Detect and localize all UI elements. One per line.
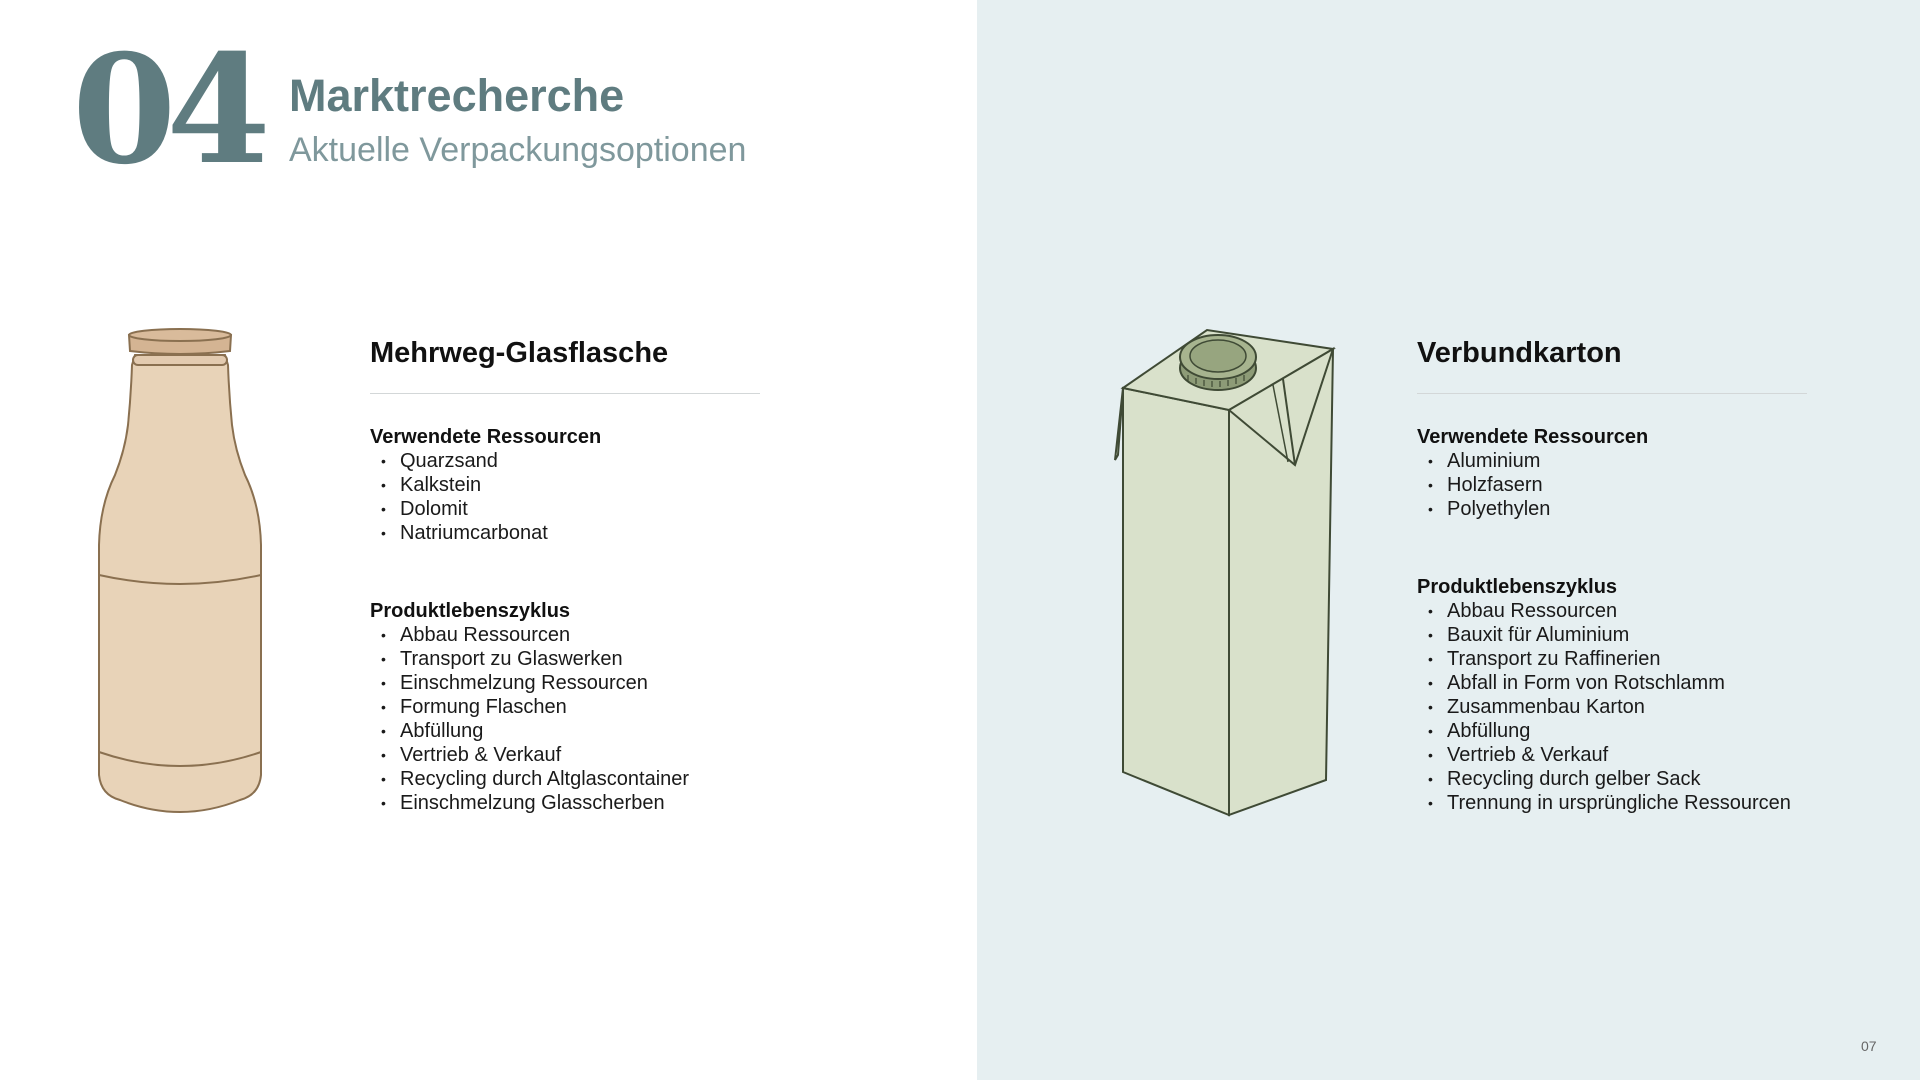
card-title-glass-bottle: Mehrweg-Glasflasche — [370, 337, 669, 369]
list-item: • Zusammenbau Karton — [1417, 695, 1791, 719]
page-subtitle: Aktuelle Verpackungsoptionen — [289, 131, 747, 169]
glass-bottle-icon — [95, 325, 265, 815]
card-divider — [370, 393, 760, 394]
list-item: • Kalkstein — [370, 473, 601, 497]
card-divider — [1417, 393, 1807, 394]
list-item: • Vertrieb & Verkauf — [1417, 743, 1791, 767]
list-item: • Einschmelzung Ressourcen — [370, 671, 689, 695]
list-item: • Trennung in ursprüngliche Ressourcen — [1417, 791, 1791, 815]
list-item: • Quarzsand — [370, 449, 601, 473]
lifecycle-list — [1417, 599, 1791, 815]
card-title-carton: Verbundkarton — [1417, 337, 1622, 369]
resources-block — [1417, 425, 1648, 521]
page-number: 07 — [1861, 1038, 1877, 1054]
list-item: • Bauxit für Aluminium — [1417, 623, 1791, 647]
list-item: • Aluminium — [1417, 449, 1648, 473]
list-item: • Transport zu Raffinerien — [1417, 647, 1791, 671]
list-item: • Polyethylen — [1417, 497, 1648, 521]
list-item: • Recycling durch gelber Sack — [1417, 767, 1791, 791]
list-item: • Holzfasern — [1417, 473, 1648, 497]
lifecycle-list — [370, 623, 689, 815]
list-item: • Abbau Ressourcen — [1417, 599, 1791, 623]
lifecycle-block — [1417, 575, 1791, 815]
beverage-carton-icon — [1110, 325, 1340, 825]
list-item: • Vertrieb & Verkauf — [370, 743, 689, 767]
resources-heading: Verwendete Ressourcen — [1417, 426, 1649, 448]
resources-block — [370, 425, 601, 545]
resources-list — [1417, 449, 1648, 521]
list-item: • Abfüllung — [1417, 719, 1791, 743]
lifecycle-heading: Produktlebenszyklus — [1417, 576, 1618, 598]
list-item: • Abfall in Form von Rotschlamm — [1417, 671, 1791, 695]
list-item: • Abbau Ressourcen — [370, 623, 689, 647]
resources-heading: Verwendete Ressourcen — [370, 426, 602, 448]
list-item: • Abfüllung — [370, 719, 689, 743]
list-item: • Formung Flaschen — [370, 695, 689, 719]
page-title: Marktrecherche — [289, 70, 625, 121]
list-item: • Recycling durch Altglascontainer — [370, 767, 689, 791]
lifecycle-block — [370, 599, 689, 815]
list-item: • Einschmelzung Glasscherben — [370, 791, 689, 815]
list-item: • Dolomit — [370, 497, 601, 521]
section-number: 04 — [72, 22, 261, 198]
resources-list — [370, 449, 601, 545]
list-item: • Natriumcarbonat — [370, 521, 601, 545]
lifecycle-heading: Produktlebenszyklus — [370, 600, 571, 622]
list-item: • Transport zu Glaswerken — [370, 647, 689, 671]
